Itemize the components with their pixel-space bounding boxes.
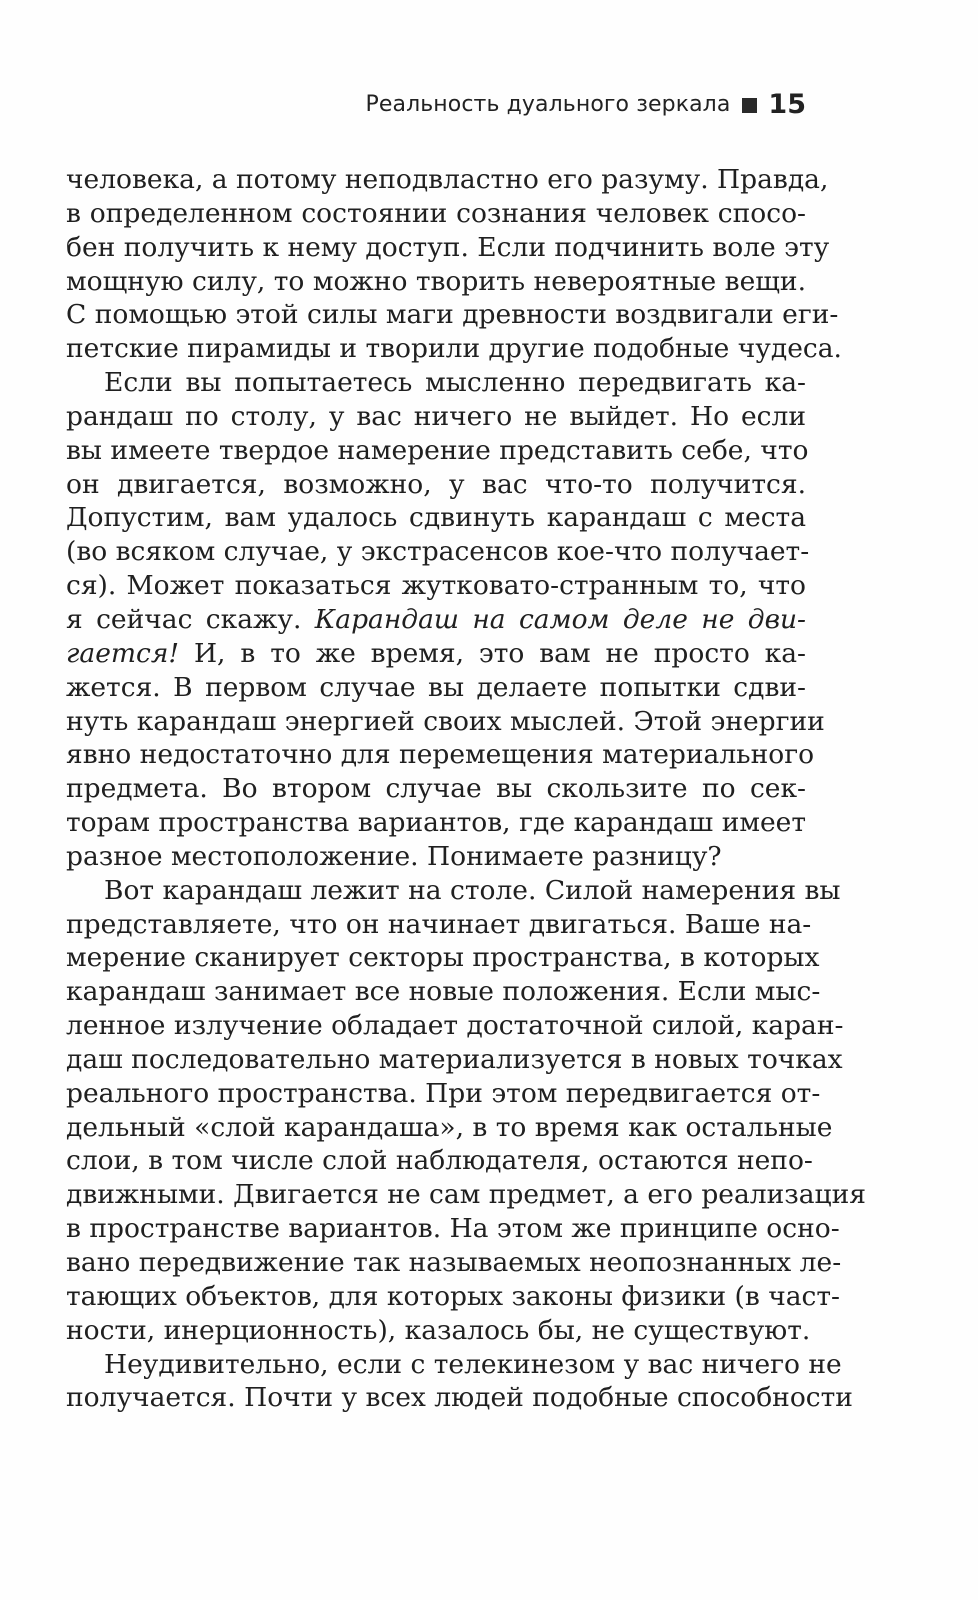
text-line: нуть карандаш энергией своих мыслей. Этой энергии — [66, 705, 825, 737]
running-head — [60, 82, 806, 126]
running-title: Реальность дуального зеркала — [365, 91, 731, 117]
text-line: (во всяком случае, у экстрасенсов кое-что получает- — [66, 536, 810, 568]
text-line: человека, а потому неподвластно его разуму. Правда, — [66, 164, 829, 195]
text-line: слои, в том числе слой наблюдателя, остаются непо- — [66, 1145, 813, 1177]
body-text — [66, 163, 866, 1415]
italic-emphasis: гается! — [66, 637, 180, 669]
text-line: представляете, что он начинает двигаться. Ваше на- — [66, 908, 812, 940]
text-line: тающих объектов, для которых законы физики (в част- — [66, 1280, 841, 1312]
square-bullet-icon — [742, 98, 757, 113]
text-line: ности, инерционность), казалось бы, не существуют. — [66, 1314, 811, 1346]
text-line: движными. Двигается не сам предмет, а его реализация — [66, 1179, 866, 1211]
text-line: получается. Почти у всех людей подобные способности — [66, 1382, 853, 1414]
text-line: Если вы попытаетесь мысленно передвигать ка- — [104, 367, 806, 399]
text-line: дельный «слой карандаша», в то время как остальные — [66, 1111, 833, 1143]
paragraph-3 — [66, 874, 866, 1348]
text-line: даш последовательно материализуется в новых точках — [66, 1043, 843, 1075]
italic-emphasis: Карандаш на самом деле не дви- — [314, 603, 807, 635]
paragraph-1 — [66, 163, 842, 366]
text-line: мощную силу, то можно творить невероятные вещи. — [66, 265, 806, 297]
text-line: рандаш по столу, у вас ничего не выйдет. Но если — [66, 400, 806, 432]
text-line: С помощью этой силы маги древности воздвигали еги- — [66, 299, 839, 331]
text-line: он двигается, возможно, у вас что-то получится. — [66, 468, 806, 500]
text-line: бен получить к нему доступ. Если подчинить воле эту — [66, 231, 830, 263]
text-line: вы имеете твердое намерение представить себе, что — [66, 434, 809, 466]
text-line: Неудивительно, если с телекинезом у вас ничего не — [104, 1348, 842, 1380]
text-line: Допустим, вам удалось сдвинуть карандаш с места — [66, 502, 806, 534]
text-run: И, в то же время, это вам не просто ка- — [179, 637, 806, 669]
text-line: петские пирамиды и творили другие подобные чудеса. — [66, 333, 842, 365]
text-line: мерение сканирует секторы пространства, в которых — [66, 942, 820, 974]
text-line: в пространстве вариантов. На этом же принципе осно- — [66, 1213, 840, 1245]
text-line: реального пространства. При этом передвигается от- — [66, 1077, 821, 1109]
text-line: карандаш занимает все новые положения. Если мыс- — [66, 976, 821, 1008]
text-line — [66, 603, 806, 637]
page-number: 15 — [768, 88, 806, 120]
text-line: жется. В первом случае вы делаете попытки сдви- — [66, 671, 806, 703]
text-line: Вот карандаш лежит на столе. Силой намерения вы — [104, 874, 841, 906]
text-line: торам пространства вариантов, где карандаш имеет — [66, 807, 806, 839]
text-line — [66, 637, 806, 671]
text-line: разное местоположение. Понимаете разницу? — [66, 840, 722, 872]
paragraph-4 — [66, 1348, 853, 1416]
text-line: ленное излучение обладает достаточной силой, каран- — [66, 1010, 844, 1042]
text-line: вано передвижение так называемых неопознанных ле- — [66, 1247, 842, 1278]
text-line: предмета. Во втором случае вы скользите по сек- — [66, 773, 806, 805]
paragraph-2 — [66, 366, 825, 874]
text-line: явно недостаточно для перемещения материального — [66, 739, 815, 771]
text-line: в определенном состоянии сознания человек спосо- — [66, 197, 806, 229]
text-line: ся). Может показаться жутковато-странным то, что — [66, 570, 806, 602]
text-run: я сейчас скажу. — [66, 603, 315, 635]
